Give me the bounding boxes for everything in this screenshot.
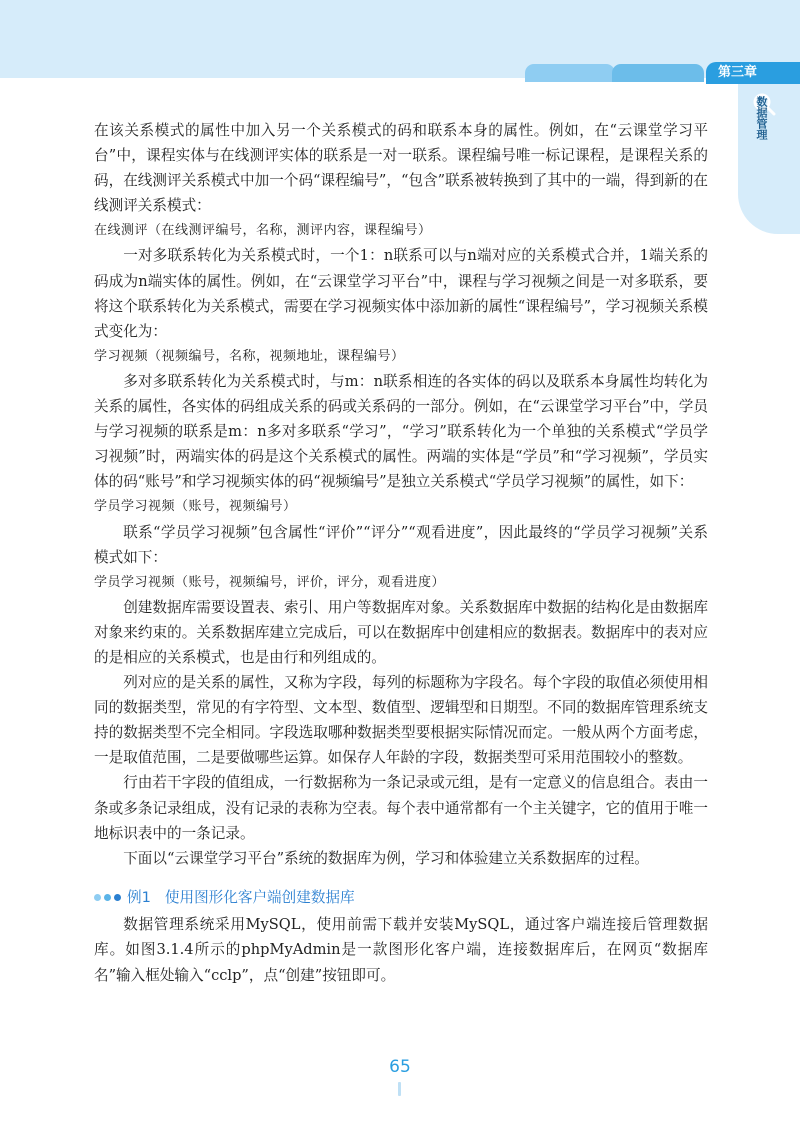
relation-schema: 在线测评（在线测评编号，名称，测评内容，课程编号） <box>94 223 432 239</box>
header-tab-decoration <box>612 64 704 82</box>
dots-icon <box>94 894 121 901</box>
example-body: 数据管理系统采用MySQL，使用前需下载并安装MySQL，通过客户端连接后管理数据库。如图3.1.4所示的phpMyAdmin是一款图形化客户端，连接数据库后，在网页“数据库名”输入框处输入“cclp”，点“创建”按钮即可。 <box>94 915 708 984</box>
header-tab-decoration <box>525 64 615 82</box>
chapter-label: 第三章 <box>706 62 800 84</box>
section-side-label: 数据管理 <box>755 96 768 140</box>
paragraph: 下面以“云课堂学习平台”系统的数据库为例，学习和体验建立关系数据库的过程。 <box>123 849 649 867</box>
main-content <box>94 118 708 988</box>
page-number: 65 <box>389 1057 411 1077</box>
relation-schema: 学习视频（视频编号，名称，视频地址，课程编号） <box>94 348 405 364</box>
paragraph: 列对应的是关系的属性，又称为字段，每列的标题称为字段名。每个字段的取值必须使用相同的数据类型，常见的有字符型、文本型、数值型、逻辑型和日期型。不同的数据库管理系统支持的数据类型不完全相同。字段选取哪种数据类型要根据实际情况而定。一般从两个方面考虑，一是取值范围，二是要做哪些运算。如保存人年龄的字段，数据类型可采用范围较小的整数。 <box>94 674 708 767</box>
example-number: 例1 <box>127 888 151 906</box>
paragraph: 多对多联系转化为关系模式时，与m：n联系相连的各实体的码以及联系本身属性均转化为关系的属性，各实体的码组成关系的码或关系码的一部分。例如，在“云课堂学习平台”中，学员与学习视频的联系是m：n多对多联系“学习”，“学习”联系转化为一个单独的关系模式“学员学习视频”时，两端实体的码是这个关系模式的属性。两端的实体是“学员”和“学习视频”，学员实体的码“账号”和学习视频实体的码“视频编号”是独立关系模式“学员学习视频”的属性，如下： <box>94 372 708 491</box>
page-marker <box>398 1082 401 1096</box>
relation-schema: 学员学习视频（账号，视频编号） <box>94 499 297 515</box>
example-heading <box>94 884 708 912</box>
relation-schema: 学员学习视频（账号，视频编号，评价，评分，观看进度） <box>94 574 446 590</box>
example-title: 使用图形化客户端创建数据库 <box>164 888 355 906</box>
paragraph: 联系“学员学习视频”包含属性“评价”“评分”“观看进度”，因此最终的“学员学习视频”关系模式如下： <box>94 523 708 566</box>
paragraph: 在该关系模式的属性中加入另一个关系模式的码和联系本身的属性。例如，在“云课堂学习平台”中，课程实体与在线测评实体的联系是一对一联系。课程编号唯一标记课程，是课程关系的码，在线测评关系模式中加一个码“课程编号”，“包含”联系被转换到了其中的一端，得到新的在线测评关系模式： <box>94 122 708 215</box>
paragraph: 一对多联系转化为关系模式时，一个1：n联系可以与n端对应的关系模式合并，1端关系的码成为n端实体的属性。例如，在“云课堂学习平台”中，课程与学习视频之间是一对多联系，要将这个联系转化为关系模式，需要在学习视频实体中添加新的属性“课程编号”，学习视频关系模式变化为： <box>94 247 708 340</box>
paragraph: 行由若干字段的值组成，一行数据称为一条记录或元组，是有一定意义的信息组合。表由一条或多条记录组成，没有记录的表称为空表。每个表中通常都有一个主关键字，它的值用于唯一地标识表中的一条记录。 <box>94 774 708 842</box>
paragraph: 创建数据库需要设置表、索引、用户等数据库对象。关系数据库中数据的结构化是由数据库对象来约束的。关系数据库建立完成后，可以在数据库中创建相应的数据表。数据库中的表对应的是相应的关系模式，也是由行和列组成的。 <box>94 598 708 666</box>
